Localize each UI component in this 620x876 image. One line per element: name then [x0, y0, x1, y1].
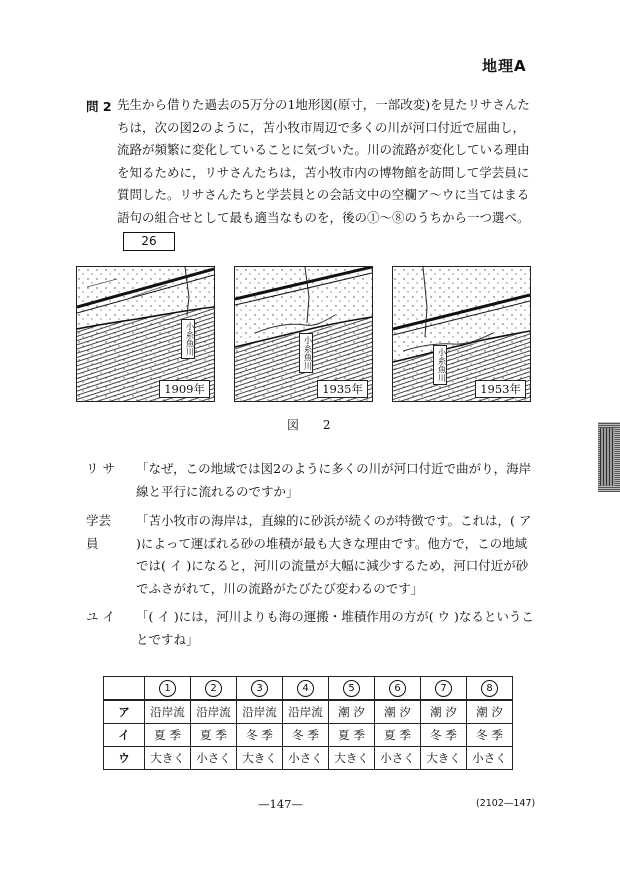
table-cell: 沿岸流 [283, 700, 329, 724]
table-cell: 沿岸流 [145, 700, 191, 724]
table-cell: 潮 汐 [421, 700, 467, 724]
table-cell: 夏 季 [329, 724, 375, 747]
table-cell: 小さく [191, 747, 237, 770]
question-label: 問 2 [86, 99, 112, 114]
map-1935 [234, 266, 373, 402]
map-1909 [76, 266, 215, 402]
map-year: 1953年 [475, 380, 526, 398]
table-cell: 大きく [421, 747, 467, 770]
row-label: ウ [104, 747, 145, 770]
map-year: 1909年 [159, 380, 210, 398]
dialogue-line [86, 510, 536, 600]
speaker: ユ イ [86, 609, 115, 624]
map-year: 1935年 [317, 380, 368, 398]
option-number: 1 [159, 680, 176, 697]
option-4[interactable] [283, 677, 329, 701]
table-cell: 夏 季 [145, 724, 191, 747]
table-cell: 冬 季 [421, 724, 467, 747]
table-cell: 沿岸流 [237, 700, 283, 724]
option-2[interactable] [191, 677, 237, 701]
river-label: 小糸魚川 [299, 333, 313, 373]
table-cell: 潮 汐 [467, 700, 513, 724]
table-cell: 潮 汐 [375, 700, 421, 724]
row-a [104, 700, 513, 724]
row-i [104, 724, 513, 747]
figure-caption: 図 2 [287, 418, 341, 432]
subject-title: 地理A [482, 57, 527, 75]
table-cell: 夏 季 [375, 724, 421, 747]
table-cell: 冬 季 [467, 724, 513, 747]
option-number: 3 [251, 680, 268, 697]
speaker: 学芸員 [86, 513, 112, 551]
river-label: 小糸魚川 [181, 319, 195, 359]
option-8[interactable] [467, 677, 513, 701]
dialogue-line [86, 606, 536, 652]
option-6[interactable] [375, 677, 421, 701]
options-header-row [104, 677, 513, 701]
options-table [103, 676, 513, 770]
utterance: 「苫小牧市の海岸は，直線的に砂浜が続くのが特徴です。これは，( ア )によって運ばれる砂の堆積が最も大きな理由です。他方で，この地域では( イ )になると，河川の流量が大幅に減少するため，河口付近が砂でふさがれて，川の流路がたびたび変わるのです」 [136, 513, 532, 596]
option-number: 8 [481, 680, 498, 697]
answer-box[interactable]: 26 [123, 232, 175, 251]
table-cell: 小さく [467, 747, 513, 770]
table-cell: 大きく [329, 747, 375, 770]
option-5[interactable] [329, 677, 375, 701]
option-1[interactable] [145, 677, 191, 701]
option-3[interactable] [237, 677, 283, 701]
table-cell: 小さく [375, 747, 421, 770]
table-cell: 冬 季 [283, 724, 329, 747]
page-number: —147— [258, 797, 303, 811]
option-number: 6 [389, 680, 406, 697]
utterance: 「( イ )には，河川よりも海の運搬・堆積作用の方が( ウ )なるということですね」 [136, 609, 534, 647]
exam-code: (2102—147) [476, 798, 536, 809]
row-label: ア [104, 700, 145, 724]
row-u [104, 747, 513, 770]
dialogue-line [86, 458, 536, 504]
table-cell: 冬 季 [237, 724, 283, 747]
speaker: リ サ [86, 461, 115, 476]
table-cell: 潮 汐 [329, 700, 375, 724]
table-cell: 小さく [283, 747, 329, 770]
table-cell: 夏 季 [191, 724, 237, 747]
table-cell: 沿岸流 [191, 700, 237, 724]
table-cell: 大きく [237, 747, 283, 770]
map-1953 [392, 266, 531, 402]
row-label: イ [104, 724, 145, 747]
table-cell: 大きく [145, 747, 191, 770]
option-number: 4 [297, 680, 314, 697]
river-label: 小糸魚川 [433, 345, 447, 385]
option-7[interactable] [421, 677, 467, 701]
option-number: 2 [205, 680, 222, 697]
utterance: 「なぜ，この地域では図2のように多くの川が河口付近で曲がり，海岸線と平行に流れるのですか」 [136, 461, 532, 499]
corner-cell [104, 677, 145, 701]
question-text [117, 94, 531, 252]
option-number: 7 [435, 680, 452, 697]
question-body: 先生から借りた過去の5万分の1地形図(原寸，一部改変)を見たリサさんたちは，次の図2のように，苫小牧市周辺で多くの川が河口付近で屈曲し，流路が頻繁に変化していることに気づいた。川の流路が変化している理由を知るために，リサさんたちは，苫小牧市内の博物館を訪問して学芸員に質問した。リサさんたちと学芸員との会話文中の空欄ア～ウに当てはまる語句の組合せとして最も適当なものを，後の①～⑧のうちから一つ選べ。 [117, 97, 530, 225]
option-number: 5 [343, 680, 360, 697]
figure-maps [76, 266, 532, 400]
side-index-tab [598, 422, 620, 492]
